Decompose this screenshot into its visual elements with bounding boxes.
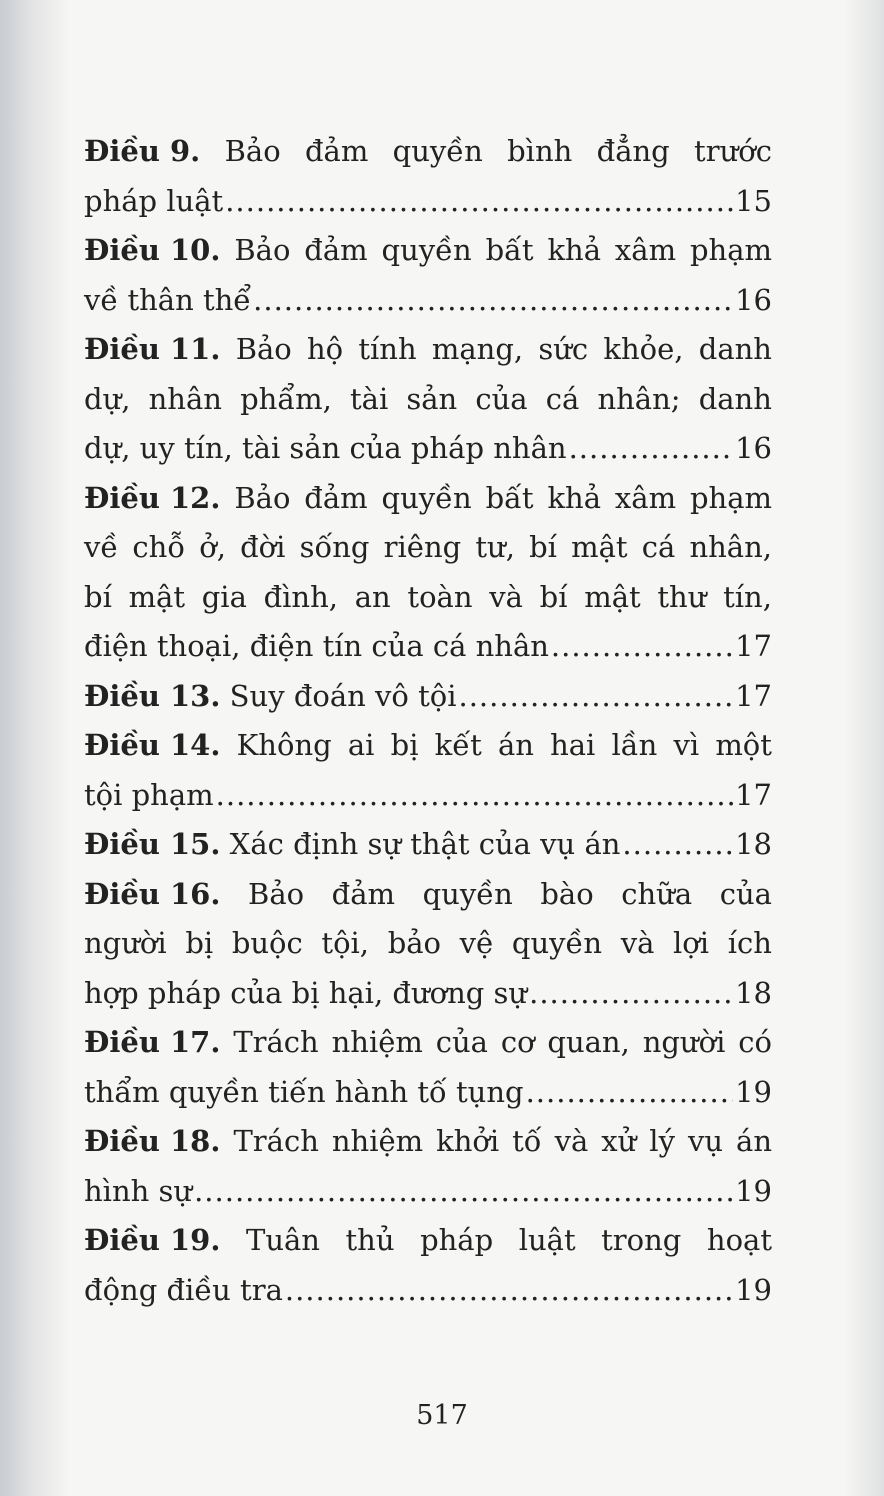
toc-word: hoạt — [706, 1223, 772, 1257]
toc-word: lý — [649, 1124, 675, 1158]
toc-word: khả — [547, 233, 602, 267]
toc-word: chữa — [621, 876, 693, 911]
toc-word: thủ — [345, 1223, 395, 1257]
toc-word: toàn — [407, 579, 473, 614]
toc-word: quyền — [381, 480, 472, 515]
toc-word: pháp — [420, 1223, 494, 1257]
toc-word: thư — [657, 579, 707, 614]
toc-page-number: 15 — [735, 183, 772, 218]
toc-word: Bảo — [235, 332, 292, 366]
toc-word: bất — [485, 233, 534, 267]
toc-entry-line — [84, 375, 772, 425]
page-gutter-shadow — [0, 0, 70, 1496]
toc-page-number: 17 — [735, 777, 772, 812]
toc-word: tố — [512, 1124, 542, 1158]
toc-word: cá — [545, 381, 580, 416]
toc-entry-line — [84, 226, 772, 276]
toc-entry-title: dự, uy tín, tài sản của pháp nhân — [84, 431, 567, 465]
toc-word: mật — [571, 530, 628, 564]
toc-entry-title: hình sự — [84, 1173, 193, 1208]
toc-word: quyền — [511, 926, 603, 960]
toc-word: cá — [641, 530, 676, 564]
toc-entry-line — [84, 1018, 772, 1068]
toc-entry[interactable] — [84, 226, 772, 325]
toc-word: vì — [673, 728, 700, 762]
toc-page-number: 18 — [735, 827, 772, 861]
toc-entry-title: về thân thể — [84, 282, 252, 317]
toc-word: luật — [518, 1223, 576, 1257]
toc-word: bảo — [387, 926, 442, 960]
toc-word: danh — [698, 381, 772, 416]
toc-entry-line — [84, 325, 772, 375]
toc-word: sức — [538, 332, 589, 366]
toc-entry-title: thẩm quyền tiến hành tố tụng — [84, 1074, 524, 1109]
toc-word: bí — [84, 579, 112, 614]
toc-entry-last-line — [84, 771, 772, 821]
toc-word: khởi — [436, 1124, 500, 1158]
toc-word: quyền — [422, 876, 513, 911]
dot-leader — [216, 771, 733, 821]
toc-entry[interactable] — [84, 721, 772, 820]
toc-word: buộc — [231, 926, 303, 960]
toc-word: bào — [540, 876, 594, 911]
toc-word: đảm — [304, 233, 368, 267]
toc-word: Bảo — [234, 233, 291, 267]
toc-entry-label: Điều 12. — [84, 480, 221, 515]
toc-entry-last-line — [84, 1266, 772, 1316]
toc-word: đảm — [304, 134, 369, 168]
toc-entry[interactable] — [84, 325, 772, 474]
toc-word: cơ — [500, 1025, 535, 1059]
toc-word: sống — [299, 530, 370, 564]
toc-page-number: 19 — [735, 1074, 772, 1109]
toc-word: mật — [128, 579, 186, 614]
toc-entry-label: Điều 19. — [84, 1223, 221, 1257]
table-of-contents — [84, 127, 772, 1315]
toc-word: tài — [350, 381, 389, 416]
toc-entry[interactable] — [84, 820, 772, 870]
toc-page-number: 17 — [735, 678, 772, 713]
toc-entry-label: Điều 9. — [84, 134, 201, 168]
toc-word: Trách — [233, 1124, 319, 1158]
toc-word: dự, — [84, 381, 131, 416]
toc-word: lợi — [673, 926, 710, 960]
toc-word: bí — [539, 579, 568, 614]
toc-entry-last-line — [84, 969, 772, 1019]
toc-entry-label: Điều 14. — [84, 728, 221, 762]
toc-entry-last-line — [84, 276, 772, 326]
toc-word: xâm — [614, 480, 677, 515]
toc-entry-line — [84, 919, 772, 969]
toc-word: và — [620, 926, 655, 960]
toc-word: kết — [434, 728, 482, 762]
toc-word: phạm — [689, 233, 772, 267]
toc-word: quan, — [547, 1025, 630, 1059]
toc-word: ai — [347, 728, 375, 762]
toc-word: vệ — [459, 926, 494, 960]
toc-word: chỗ — [132, 530, 186, 564]
toc-word: xâm — [614, 233, 677, 267]
toc-word: Bảo — [248, 876, 305, 911]
toc-entry-line — [84, 721, 772, 771]
toc-word: tội, — [321, 926, 370, 960]
toc-word: một — [715, 728, 772, 762]
toc-word: đời — [240, 530, 286, 564]
toc-entry-last-line — [84, 622, 772, 672]
toc-entry-last-line — [84, 424, 772, 474]
toc-entry-label: Điều 17. — [84, 1025, 221, 1059]
toc-page-number: 17 — [735, 629, 772, 663]
toc-word: về — [84, 530, 119, 564]
toc-word: của — [435, 1025, 488, 1059]
toc-entry-label: Điều 11. — [84, 332, 221, 366]
toc-entry-line — [84, 127, 772, 177]
dot-leader — [551, 622, 733, 672]
dot-leader — [253, 276, 733, 326]
dot-leader — [285, 1266, 733, 1316]
toc-word: riêng — [383, 530, 462, 564]
toc-entry[interactable] — [84, 474, 772, 672]
toc-entry-last-line — [84, 1068, 772, 1118]
toc-word: bất — [485, 480, 534, 515]
toc-word: nhiệm — [331, 1025, 423, 1059]
toc-word: trước — [694, 134, 772, 168]
dot-leader — [622, 820, 733, 870]
toc-word: an — [354, 579, 391, 614]
toc-word: quyền — [381, 233, 472, 267]
toc-word: Tuân — [245, 1223, 320, 1257]
toc-word: và — [554, 1124, 589, 1158]
toc-word: hai — [550, 728, 596, 762]
toc-entry-label: Điều 10. — [84, 233, 221, 267]
dot-leader — [569, 424, 734, 474]
dot-leader — [194, 1167, 733, 1217]
toc-word: sản — [406, 381, 458, 416]
toc-entry-label: Điều 13. — [84, 678, 221, 713]
toc-word: phạm — [689, 480, 772, 515]
toc-word: khả — [547, 480, 602, 515]
toc-word: người — [84, 926, 167, 960]
page-edge-shadow — [844, 0, 884, 1496]
toc-page-number: 19 — [735, 1272, 772, 1307]
toc-entry-line — [84, 573, 772, 623]
toc-entry-label: Điều 18. — [84, 1124, 221, 1158]
page-number: 517 — [416, 1400, 468, 1431]
toc-word: người — [642, 1025, 726, 1059]
toc-word: ích — [727, 926, 772, 960]
toc-word: danh — [698, 332, 772, 366]
toc-page-number: 18 — [735, 975, 772, 1010]
toc-word: Bảo — [234, 480, 291, 515]
toc-entry-last-line — [84, 177, 772, 227]
toc-word: đảm — [304, 480, 368, 515]
toc-word: đảm — [331, 876, 396, 911]
toc-entry-title: điện thoại, điện tín của cá nhân — [84, 629, 549, 663]
toc-word: án — [736, 1124, 772, 1158]
toc-word: của — [475, 381, 528, 416]
toc-word: tư, — [475, 530, 515, 564]
toc-entry[interactable] — [84, 672, 772, 722]
toc-entry-title: hợp pháp của bị hại, đương sự — [84, 975, 528, 1010]
toc-page-number: 16 — [735, 431, 772, 465]
toc-entry-line — [84, 870, 772, 920]
toc-word: mạng, — [431, 332, 524, 366]
dot-leader — [225, 177, 733, 227]
toc-entry-title: Xác định sự thật của vụ án — [229, 827, 621, 861]
toc-word: tín, — [723, 579, 772, 614]
toc-entry[interactable] — [84, 127, 772, 226]
toc-word: vụ — [687, 1124, 724, 1158]
toc-page-number: 16 — [735, 282, 772, 317]
dot-leader — [458, 672, 733, 722]
toc-word: bình — [507, 134, 573, 168]
toc-word: có — [738, 1025, 772, 1059]
toc-entry[interactable] — [84, 1018, 772, 1117]
toc-word: xử — [601, 1124, 637, 1158]
toc-word: mật — [584, 579, 641, 614]
toc-word: bị — [390, 728, 419, 762]
toc-word: nhiệm — [331, 1124, 424, 1158]
toc-word: bị — [185, 926, 214, 960]
toc-word: đẳng — [596, 134, 670, 168]
toc-word: tính — [358, 332, 417, 366]
toc-word: bí — [529, 530, 557, 564]
toc-word: phẩm, — [240, 381, 332, 416]
toc-entry[interactable] — [84, 1216, 772, 1315]
toc-word: Trách — [233, 1025, 319, 1059]
toc-word: lần — [611, 728, 658, 762]
toc-entry-label: Điều 16. — [84, 876, 221, 911]
toc-entry-line — [84, 523, 772, 573]
toc-page-number: 19 — [735, 1173, 772, 1208]
toc-word: trong — [601, 1223, 682, 1257]
toc-word: khỏe, — [603, 332, 684, 366]
toc-word: quyền — [392, 134, 483, 168]
toc-word: hộ — [306, 332, 344, 366]
toc-entry-title: động điều tra — [84, 1272, 283, 1307]
toc-word: nhân — [148, 381, 222, 416]
toc-entry-last-line — [84, 820, 772, 870]
toc-entry[interactable] — [84, 870, 772, 1019]
toc-entry-line — [84, 474, 772, 524]
toc-word: gia — [201, 579, 247, 614]
toc-word: nhân; — [597, 381, 681, 416]
toc-entry-label: Điều 15. — [84, 827, 221, 861]
toc-word: Không — [236, 728, 332, 762]
toc-word: nhân, — [689, 530, 772, 564]
dot-leader — [526, 1068, 734, 1118]
toc-word: đình, — [263, 579, 339, 614]
toc-entry-last-line — [84, 1167, 772, 1217]
toc-word: Bảo — [224, 134, 281, 168]
toc-word: và — [489, 579, 523, 614]
toc-entry-last-line — [84, 672, 772, 722]
toc-entry-title: pháp luật — [84, 183, 224, 218]
toc-entry-line — [84, 1216, 772, 1266]
toc-entry-line — [84, 1117, 772, 1167]
dot-leader — [529, 969, 733, 1019]
toc-entry-title: tội phạm — [84, 777, 214, 812]
toc-entry[interactable] — [84, 1117, 772, 1216]
toc-word: ở, — [199, 530, 226, 564]
toc-entry-title: Suy đoán vô tội — [229, 678, 457, 713]
toc-word: của — [719, 876, 772, 911]
toc-word: án — [497, 728, 534, 762]
